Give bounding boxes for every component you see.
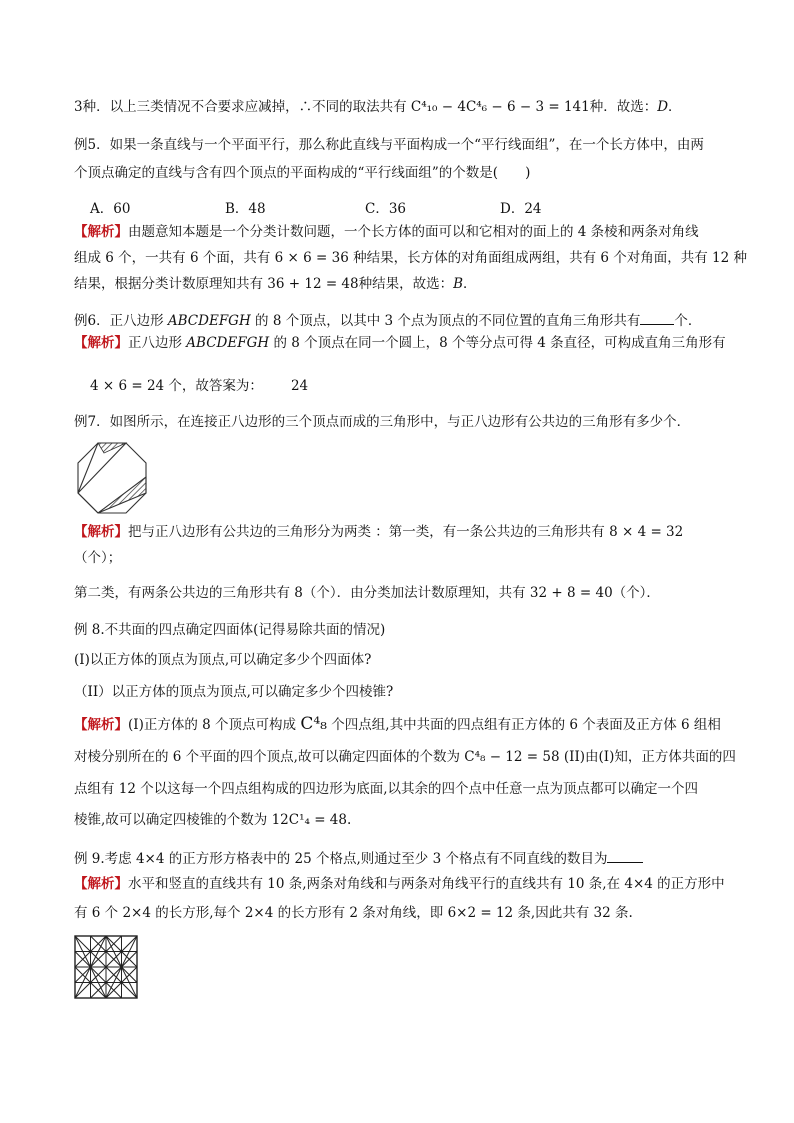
ex8-analysis-line1	[74, 714, 734, 735]
formula: C⁴₈	[300, 714, 327, 734]
text: 4 × 6 = 24 个，故答案为：	[90, 378, 263, 394]
text: 的 8 个顶点在同一个圆上，8 个等分点可得 4 条直径，可构成直角三角形有	[269, 335, 726, 351]
answer: D	[657, 99, 669, 115]
ex8-question-part1: (I)以正方体的顶点为顶点,可以确定多少个四面体?	[74, 652, 372, 668]
answer-blank	[640, 310, 674, 325]
analysis-tag: 【解析】	[74, 876, 128, 892]
ex8-question-part2: （II）以正方体的顶点为顶点,可以确定多少个四棱锥?	[74, 684, 394, 700]
text: (I)正方体的 8 个顶点可构成	[128, 717, 301, 733]
text: ．	[463, 276, 477, 292]
ex8-analysis-line3: 点组有 12 个以这每一个四点组构成的四边形为底面,以其余的四个点中任意一点为顶点都可以确定一个四	[74, 781, 699, 797]
grid-figure	[74, 935, 138, 999]
ex7-question: 例7．如图所示，在连接正八边形的三个顶点而成的三角形中，与正八边形有公共边的三角形有多少个．	[74, 414, 691, 430]
ex5-analysis-line3	[74, 274, 734, 294]
ex7-analysis-line1	[74, 522, 734, 542]
ex8-question: 例 8.不共面的四点确定四面体(记得易除共面的情况)	[74, 622, 386, 638]
analysis-tag: 【解析】	[74, 224, 128, 240]
text: 例 9.考虑 4×4 的正方形方格表中的 25 个格点,则通过至少 3 个格点有不同直线的数目为	[74, 851, 608, 867]
formula: ⁴₁₀ − 4C⁴₆ − 6 − 3 = 141种．故选：	[421, 99, 658, 115]
text: 个四点组,其中共面的四点组有正方体的 6 个表面及正方体 6 组相	[326, 717, 721, 733]
analysis-tag: 【解析】	[74, 524, 128, 540]
analysis-tag: 【解析】	[74, 717, 128, 733]
text: 把与正八边形有公共边的三角形分为两类 ：第一类，有一条公共边的三角形共有 8 × 4 = 32	[128, 524, 684, 540]
ex5-choice-d: D．24	[500, 201, 542, 217]
ex6-question	[74, 310, 734, 331]
ex5-question-line1: 例5．如果一条直线与一个平面平行，那么称此直线与平面构成一个“平行线面组”，在一个长方体中，由两	[74, 137, 704, 153]
text: 的 8 个顶点，以其中 3 个点为顶点的不同位置的直角三角形共有	[250, 313, 641, 329]
ex9-analysis-line1	[74, 874, 734, 894]
ex6-analysis-line1	[74, 333, 734, 353]
polygon-name: ABCDEFGH	[186, 335, 270, 351]
octagon-figure	[74, 441, 150, 517]
text: 例6．正八边形	[74, 313, 168, 329]
answer: B	[453, 276, 464, 292]
ex5-choice-b: B．48	[225, 201, 266, 217]
ex5-analysis-line2: 组成 6 个，一共有 6 个面，共有 6 × 6 = 36 种结果，长方体的对角面组成两组，共有 6 个对角面，共有 12 种	[74, 250, 748, 266]
triangle-one-shared-side	[78, 443, 126, 493]
text: 3种．以上三类情况不合要求应减掉，∴不同的取法共有 C	[74, 99, 422, 115]
analysis-tag: 【解析】	[74, 335, 128, 351]
answer: 24	[290, 378, 309, 394]
ex6-analysis-line2	[90, 376, 750, 396]
text: 由题意知本题是一个分类计数问题，一个长方体的面可以和它相对的面上的 4 条棱和两条对角线	[128, 224, 699, 240]
ex9-analysis-line2: 有 6 个 2×4 的长方形,每个 2×4 的长方形有 2 条对角线，即 6×2 = 12 条,因此共有 32 条.	[74, 905, 633, 921]
ex5-choice-c: C．36	[365, 201, 407, 217]
ex5-analysis-line1	[74, 222, 734, 242]
ex8-analysis-line4: 棱锥,故可以确定四棱锥的个数为 12C¹₄ = 48.	[74, 812, 352, 828]
ex4-conclusion	[74, 97, 734, 117]
text: 个．	[674, 313, 702, 329]
ex7-analysis-line3: 第二类，有两条公共边的三角形共有 8（个）．由分类加法计数原理知，共有 32 + 8 = 40（个）．	[74, 585, 660, 601]
text: 正八边形	[128, 335, 187, 351]
answer-blank	[607, 848, 643, 863]
text: 结果，根据分类计数原理知共有 36 + 12 = 48种结果，故选：	[74, 276, 454, 292]
ex8-analysis-line2: 对棱分别所在的 6 个平面的四个顶点,故可以确定四面体的个数为 C⁴₈ − 12 = 58 (II)由(I)知，正方体共面的四	[74, 749, 736, 765]
text: ．	[668, 99, 682, 115]
ex5-choice-a: A．60	[90, 201, 131, 217]
polygon-name: ABCDEFGH	[167, 313, 251, 329]
triangle-two-shared-sides	[98, 477, 146, 513]
ex7-analysis-line2: （个）；	[74, 550, 122, 566]
ex9-question	[74, 848, 734, 869]
text: 水平和竖直的直线共有 10 条,两条对角线和与两条对角线平行的直线共有 10 条,在 4×4 的正方形中	[128, 876, 725, 892]
ex5-question-line2: 个顶点确定的直线与含有四个顶点的平面构成的“平行线面组”的个数是( )	[74, 165, 531, 181]
